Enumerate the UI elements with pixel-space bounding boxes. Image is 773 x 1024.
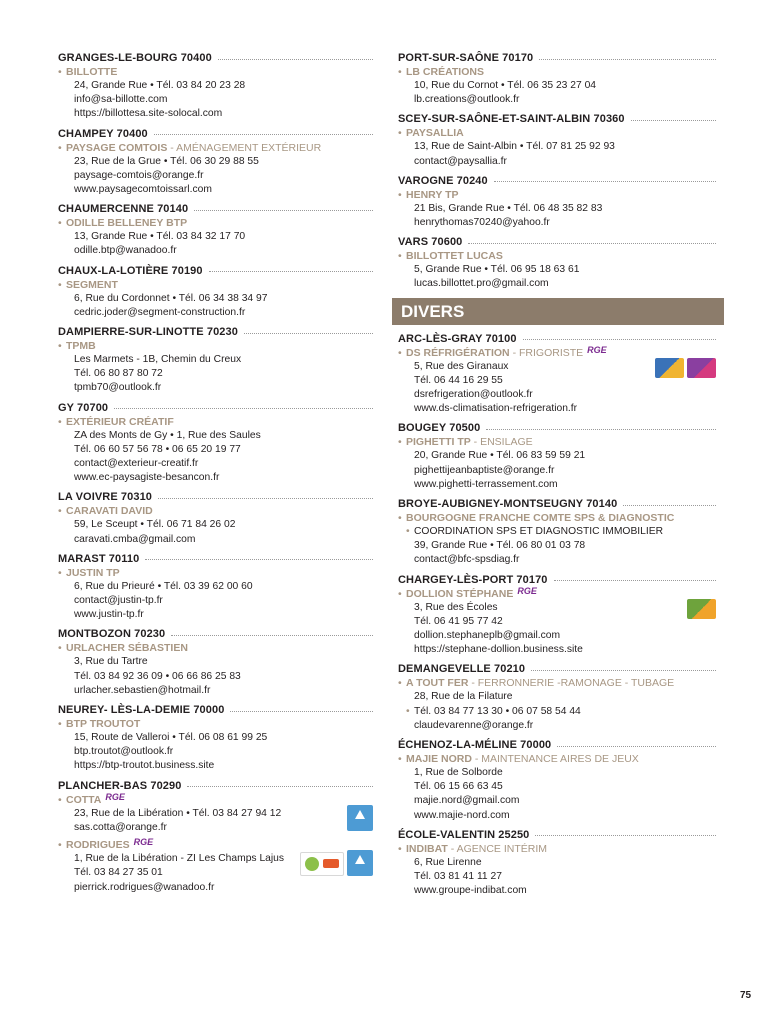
dotted-divider [539, 59, 716, 60]
business-listing [398, 676, 716, 733]
business-name-row [398, 511, 716, 525]
contact-link[interactable]: https://stephane-dollion.business.site [414, 644, 583, 656]
locality-block [58, 265, 373, 320]
dotted-divider [187, 786, 373, 787]
bullet-icon: • [58, 278, 62, 291]
business-name: BILLOTTET LUCAS [406, 250, 503, 263]
contact-link[interactable]: lucas.billottet.pro@gmail.com [414, 278, 549, 290]
contact-link[interactable]: dsrefrigeration@outlook.fr [414, 389, 533, 401]
business-listing [58, 504, 373, 546]
business-listing [58, 793, 373, 835]
locality-block [58, 491, 373, 546]
bullet-icon: • [58, 66, 62, 78]
locality-title: VAROGNE 70240 [398, 174, 488, 187]
contact-link[interactable]: info@sa-billotte.com [74, 94, 168, 106]
business-name-row [58, 791, 373, 807]
business-detail: 20, Grande Rue • Tél. 06 83 59 59 21 [414, 450, 586, 462]
business-name-row [398, 585, 716, 601]
contact-link[interactable]: pierrick.rodrigues@wanadoo.fr [74, 881, 215, 893]
locality-title: CHAMPEY 70400 [58, 127, 148, 140]
business-listing [58, 65, 373, 122]
business-listing [58, 141, 373, 198]
business-detail: 3, Rue des Écoles [414, 601, 498, 613]
dotted-divider [209, 271, 373, 272]
business-detail: Tél. 06 60 57 56 78 • 06 65 20 19 77 [74, 443, 241, 455]
business-listing [398, 842, 716, 899]
bullet-icon: • [398, 436, 402, 449]
dotted-divider [468, 243, 716, 244]
dotted-divider [244, 333, 373, 334]
locality-title: PLANCHER-BAS 70290 [58, 779, 182, 792]
rge-badge-icon: RGE [517, 585, 537, 596]
contact-link[interactable]: odille.btp@wanadoo.fr [74, 245, 177, 257]
business-name: DOLLION STÉPHANE [406, 587, 514, 600]
bullet-icon: • [58, 340, 62, 353]
locality-header [398, 52, 716, 64]
bullet-icon: • [406, 705, 410, 717]
dotted-divider [158, 498, 373, 499]
locality-block [398, 175, 716, 230]
locality-title: NEUREY- LÈS-LA-DEMIE 70000 [58, 704, 225, 717]
business-detail: Tél. 03 84 27 35 01 [74, 867, 163, 879]
business-extra-text: COORDINATION SPS ET DIAGNOSTIC IMMOBILIER [414, 526, 664, 538]
locality-block [58, 402, 373, 486]
locality-header [58, 553, 373, 565]
business-detail: 59, Le Sceupt • Tél. 06 71 84 26 02 [74, 519, 236, 531]
dotted-divider [623, 505, 716, 506]
locality-block [398, 739, 716, 823]
business-detail: 5, Rue des Giranaux [414, 360, 509, 372]
business-name: TPMB [66, 340, 96, 353]
locality-title: PORT-SUR-SAÔNE 70170 [398, 52, 534, 64]
locality-title: ÉCHENOZ-LA-MÉLINE 70000 [398, 739, 552, 752]
business-extra-line [406, 705, 716, 719]
bullet-icon: • [58, 839, 62, 852]
business-detail: 6, Rue du Cordonnet • Tél. 06 34 38 34 97 [74, 292, 268, 304]
dotted-divider [531, 670, 716, 671]
dotted-divider [554, 580, 716, 581]
locality-title: MONTBOZON 70230 [58, 628, 166, 641]
business-name: PAYSALLIA [406, 127, 464, 140]
locality-block [58, 780, 373, 895]
business-name: RODRIGUES [66, 839, 130, 852]
contact-link[interactable]: majie.nord@gmail.com [414, 795, 520, 807]
bullet-icon: • [398, 346, 402, 359]
business-detail: 3, Rue du Tartre [74, 656, 148, 668]
locality-header [398, 574, 716, 586]
bullet-icon: • [398, 512, 402, 525]
business-detail: 6, Rue du Prieuré • Tél. 03 39 62 00 60 [74, 580, 253, 592]
locality-block [58, 628, 373, 698]
business-detail: 39, Grande Rue • Tél. 06 80 01 03 78 [414, 540, 586, 552]
business-name: A TOUT FER [406, 677, 469, 690]
business-name-row [398, 188, 716, 202]
business-name: EXTÉRIEUR CRÉATIF [66, 415, 174, 428]
contact-link[interactable]: caravati.cmba@gmail.com [74, 533, 196, 545]
rge-badge-icon: RGE [133, 837, 154, 848]
business-detail: Les Marmets - 1B, Chemin du Creux [74, 354, 242, 366]
business-detail: 13, Rue de Saint-Albin • Tél. 07 81 25 92 93 [414, 141, 615, 153]
bullet-icon: • [398, 677, 402, 690]
locality-block [398, 574, 716, 658]
business-detail: 23, Rue de la Libération • Tél. 03 84 27 94 12 [74, 807, 282, 819]
bullet-icon: • [58, 718, 62, 731]
locality-header [398, 422, 716, 434]
business-name: BTP TROUTOT [66, 718, 141, 731]
business-name: SEGMENT [66, 278, 118, 291]
business-name-row [398, 126, 716, 140]
locality-block [398, 113, 716, 168]
contact-link[interactable]: contact@exterieur-creatif.fr [74, 458, 199, 470]
contact-link[interactable]: https://billottesa.site-solocal.com [74, 108, 223, 120]
right-top-listings [398, 52, 716, 292]
business-listing [58, 717, 373, 774]
bullet-icon: • [58, 793, 62, 806]
business-name: CARAVATI DAVID [66, 505, 153, 518]
business-listing [58, 339, 373, 396]
business-name-row [398, 65, 716, 79]
bullet-icon: • [398, 587, 402, 600]
contact-link[interactable]: btp.troutot@outlook.fr [74, 746, 174, 758]
locality-header [58, 326, 373, 338]
locality-block [398, 829, 716, 899]
locality-title: CHARGEY-LÈS-PORT 70170 [398, 573, 548, 586]
locality-header [398, 829, 716, 841]
rge-badge-icon: RGE [105, 791, 125, 802]
business-listing [398, 249, 716, 291]
business-listing [398, 188, 716, 230]
locality-block [398, 236, 716, 291]
contact-link[interactable]: www.majie-nord.com [414, 809, 510, 821]
locality-title: ÉCOLE-VALENTIN 25250 [398, 828, 530, 841]
locality-title: CHAUX-LA-LOTIÈRE 70190 [58, 264, 203, 277]
locality-header [58, 402, 373, 414]
business-name: BILLOTTE [66, 66, 118, 78]
business-name: LB CRÉATIONS [406, 66, 484, 78]
business-listing [58, 278, 373, 320]
contact-link[interactable]: claudevarenne@orange.fr [414, 719, 534, 731]
contact-link[interactable]: lb.creations@outlook.fr [414, 94, 520, 106]
contact-link[interactable]: urlacher.sebastien@hotmail.fr [74, 684, 211, 696]
business-detail: 15, Route de Valleroi • Tél. 06 08 61 99 25 [74, 732, 268, 744]
business-detail: 5, Grande Rue • Tél. 06 95 18 63 61 [414, 264, 580, 276]
business-name-row [58, 216, 373, 230]
dotted-divider [631, 120, 716, 121]
right-column [398, 52, 716, 905]
business-name-row [398, 249, 716, 263]
section-banner-divers: DIVERS [392, 298, 724, 325]
business-name-row [398, 435, 716, 449]
locality-header [398, 663, 716, 675]
bullet-icon: • [406, 526, 410, 538]
qualibat-blue-icon [347, 805, 373, 831]
locality-title: BROYE-AUBIGNEY-MONTSEUGNY 70140 [398, 498, 618, 511]
locality-header [58, 52, 373, 64]
dotted-divider [218, 59, 373, 60]
business-detail: Tél. 03 81 41 11 27 [414, 871, 502, 883]
business-name: BOURGOGNE FRANCHE COMTE SPS & DIAGNOSTIC [406, 512, 675, 525]
business-name-row [58, 504, 373, 518]
bullet-icon: • [58, 217, 62, 230]
dotted-divider [494, 181, 716, 182]
contact-link[interactable]: cedric.joder@segment-construction.fr [74, 306, 246, 318]
bullet-icon: • [398, 188, 402, 201]
locality-header [58, 704, 373, 716]
contact-link[interactable]: tpmb70@outlook.fr [74, 382, 162, 394]
qualisol-icon [687, 599, 716, 619]
locality-header [398, 739, 716, 751]
qualibat-blue-icon [347, 850, 373, 876]
rge-badge-icon: RGE [587, 344, 607, 355]
dotted-divider [194, 210, 373, 211]
locality-header [58, 628, 373, 640]
business-name-row [58, 339, 373, 353]
business-name-row [58, 415, 373, 429]
contact-link[interactable]: contact@paysallia.fr [414, 155, 507, 167]
business-name: ODILLE BELLENEY BTP [66, 217, 188, 230]
bullet-icon: • [398, 842, 402, 855]
business-activity: - AMÉNAGEMENT EXTÉRIEUR [167, 141, 322, 154]
business-listing [58, 641, 373, 698]
bullet-icon: • [58, 642, 62, 655]
certification-logos [687, 599, 716, 619]
contact-link[interactable]: https://btp-troutot.business.site [74, 760, 215, 772]
contact-link[interactable]: www.paysagecomtoissarl.com [74, 184, 212, 196]
page-number: 75 [740, 990, 752, 1001]
contact-link[interactable]: contact@justin-tp.fr [74, 595, 163, 607]
locality-header [398, 175, 716, 187]
locality-title: GRANGES-LE-BOURG 70400 [58, 52, 212, 64]
contact-link[interactable]: paysage-comtois@orange.fr [74, 169, 204, 181]
business-listing [58, 415, 373, 486]
business-listing [58, 216, 373, 258]
business-name-row [58, 141, 373, 155]
business-listing [398, 587, 716, 658]
business-extra-text: Tél. 03 84 77 13 30 • 06 07 58 54 44 [414, 705, 581, 717]
dotted-divider [154, 134, 373, 135]
business-name: PAYSAGE COMTOIS [66, 141, 168, 154]
locality-block [58, 553, 373, 623]
business-activity: - FERRONNERIE -RAMONAGE - TUBAGE [468, 677, 675, 690]
business-listing [398, 435, 716, 492]
bullet-icon: • [58, 415, 62, 428]
contact-link[interactable]: contact@bfc-spsdiag.fr [414, 554, 520, 566]
business-listing [58, 566, 373, 623]
business-detail: Tél. 06 15 66 63 45 [414, 781, 503, 793]
locality-title: DAMPIERRE-SUR-LINOTTE 70230 [58, 326, 238, 339]
locality-title: SCEY-SUR-SAÔNE-ET-SAINT-ALBIN 70360 [398, 113, 625, 126]
business-name: PIGHETTI TP [406, 436, 471, 449]
business-name-row [398, 752, 716, 766]
business-detail: 23, Rue de la Grue • Tél. 06 30 29 88 55 [74, 155, 259, 167]
locality-block [58, 128, 373, 198]
contact-link[interactable]: www.ec-paysagiste-besancon.fr [74, 472, 220, 484]
business-name: HENRY TP [406, 188, 459, 201]
dotted-divider [523, 339, 716, 340]
locality-block [398, 422, 716, 492]
locality-title: MARAST 70110 [58, 552, 140, 565]
business-detail: Tél. 06 44 16 29 55 [414, 374, 503, 386]
business-listing [398, 346, 716, 417]
right-bottom-listings [398, 333, 716, 899]
locality-title: GY 70700 [58, 401, 109, 414]
business-activity: - FRIGORISTE [509, 346, 584, 359]
locality-header [58, 265, 373, 277]
bullet-icon: • [58, 566, 62, 579]
business-name-row [398, 842, 716, 856]
business-name-row [58, 65, 373, 79]
bullet-icon: • [398, 127, 402, 140]
locality-header [398, 236, 716, 248]
locality-block [398, 498, 716, 568]
certification-logos [347, 805, 373, 831]
locality-header [58, 203, 373, 215]
business-name-row [58, 278, 373, 292]
business-name: DS RÉFRIGÉRATION [406, 346, 510, 359]
business-detail: Tél. 06 41 95 77 42 [414, 615, 503, 627]
qualipv-icon [687, 358, 716, 378]
dotted-divider [535, 835, 716, 836]
business-listing [398, 752, 716, 823]
locality-header [398, 113, 716, 125]
business-detail: Tél. 03 84 92 36 09 • 06 66 86 25 83 [74, 670, 241, 682]
locality-block [398, 333, 716, 417]
bullet-icon: • [58, 141, 62, 154]
business-listing [398, 511, 716, 568]
business-detail: ZA des Monts de Gy • 1, Rue des Saules [74, 429, 261, 441]
business-name: JUSTIN TP [66, 566, 120, 579]
bullet-icon: • [398, 753, 402, 766]
dotted-divider [171, 635, 373, 636]
locality-block [398, 663, 716, 733]
contact-link[interactable]: pighettijeanbaptiste@orange.fr [414, 464, 555, 476]
dotted-divider [557, 746, 716, 747]
business-name: INDIBAT [406, 842, 448, 855]
locality-header [58, 491, 373, 503]
dotted-divider [230, 711, 373, 712]
contact-link[interactable]: www.groupe-indibat.com [414, 885, 527, 897]
business-detail: 6, Rue Lirenne [414, 856, 482, 868]
ecoartisan-icon [300, 852, 344, 876]
business-activity: - ENSILAGE [470, 436, 533, 449]
business-activity: - MAINTENANCE AIRES DE JEUX [471, 753, 639, 766]
business-name: MAJIE NORD [406, 753, 472, 766]
bullet-icon: • [58, 505, 62, 518]
qualipac-icon [655, 358, 684, 378]
locality-header [398, 498, 716, 510]
locality-header [58, 128, 373, 140]
certification-logos [300, 850, 373, 876]
business-activity: - AGENCE INTÉRIM [447, 842, 547, 855]
business-detail: 24, Grande Rue • Tél. 03 84 20 23 28 [74, 80, 246, 91]
business-listing [398, 126, 716, 168]
business-name-row [58, 641, 373, 655]
locality-block [398, 52, 716, 107]
locality-block [58, 704, 373, 774]
locality-title: CHAUMERCENNE 70140 [58, 203, 189, 216]
business-detail: 13, Grande Rue • Tél. 03 84 32 17 70 [74, 231, 246, 243]
business-listing [58, 838, 373, 895]
locality-block [58, 203, 373, 258]
business-name-row [58, 717, 373, 731]
business-detail: 10, Rue du Cornot • Tél. 06 35 23 27 04 [414, 80, 597, 91]
contact-link[interactable]: www.ds-climatisation-refrigeration.fr [414, 403, 578, 415]
dotted-divider [486, 429, 716, 430]
business-detail: 1, Rue de la Libération - ZI Les Champs Lajus [74, 853, 285, 865]
business-detail: 28, Rue de la Filature [414, 691, 513, 703]
contact-link[interactable]: sas.cotta@orange.fr [74, 821, 167, 833]
contact-link[interactable]: dollion.stephaneplb@gmail.com [414, 630, 561, 642]
bullet-icon: • [398, 66, 402, 78]
locality-header [398, 333, 716, 345]
dotted-divider [145, 559, 373, 560]
business-name-row [58, 566, 373, 580]
locality-title: BOUGEY 70500 [398, 422, 481, 435]
contact-link[interactable]: henrythomas70240@yahoo.fr [414, 217, 550, 229]
business-name-row [398, 676, 716, 690]
business-detail: 1, Rue de Solborde [414, 767, 503, 779]
business-detail: 21 Bis, Grande Rue • Tél. 06 48 35 82 83 [414, 202, 603, 214]
dotted-divider [114, 408, 373, 409]
left-column [58, 52, 373, 901]
locality-title: DEMANGEVELLE 70210 [398, 663, 526, 676]
contact-link[interactable]: www.pighetti-terrassement.com [414, 478, 558, 490]
business-extra-line [406, 525, 716, 539]
business-name: COTTA [66, 793, 102, 806]
business-listing [398, 65, 716, 107]
locality-title: ARC-LÈS-GRAY 70100 [398, 332, 517, 345]
business-detail: Tél. 06 80 87 80 72 [74, 368, 163, 380]
locality-block [58, 52, 373, 122]
certification-logos [655, 358, 716, 378]
business-name: URLACHER SÉBASTIEN [66, 642, 188, 655]
bullet-icon: • [398, 250, 402, 263]
locality-title: VARS 70600 [398, 236, 463, 249]
locality-title: LA VOIVRE 70310 [58, 491, 153, 504]
contact-link[interactable]: www.justin-tp.fr [74, 609, 144, 621]
locality-block [58, 326, 373, 396]
